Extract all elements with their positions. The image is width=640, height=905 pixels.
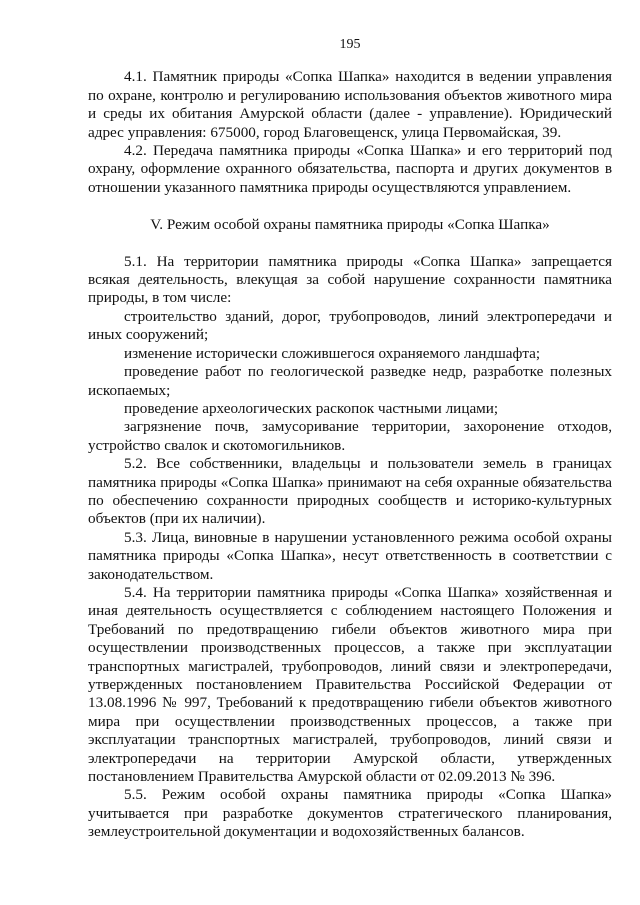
section-heading: V. Режим особой охраны памятника природы «Сопка Шапка» [150,216,550,234]
paragraph-4-1: 4.1. Памятник природы «Сопка Шапка» находится в ведении управления по охране, контролю и регулированию использования объектов животного мира и среды их обитания Амурской области (далее - управление). Юридический адрес управления: 675000, город Благовещенск, улица Первомайская, 39. [88,68,612,141]
list-item-pollution: загрязнение почв, замусоривание территории, захоронение отходов, устройство свалок и скотомогильников. [88,418,612,454]
paragraph-5-5: 5.5. Режим особой охраны памятника природы «Сопка Шапка» учитывается при разработке документов стратегического планирования, землеустроительной документации и водохозяйственных балансов. [88,786,612,841]
document-page [88,36,612,842]
list-item-landscape: изменение исторически сложившегося охраняемого ландшафта; [124,344,541,362]
paragraph-5-3: 5.3. Лица, виновные в нарушении установленного режима особой охраны памятника природы «Сопка Шапка», несут ответственность в соответствии с законодательством. [88,528,612,583]
paragraph-5-2: 5.2. Все собственники, владельцы и пользователи земель в границах памятника природы «Сопка Шапка» принимают на себя охранные обязательства по обеспечению сохранности природных сообществ и историко-культурных объектов (при их наличии). [88,455,612,528]
list-item-geology: проведение работ по геологической разведке недр, разработке полезных ископаемых; [88,363,612,399]
paragraph-5-1: 5.1. На территории памятника природы «Сопка Шапка» запрещается всякая деятельность, влекущая за собой нарушение сохранности памятника природы, в том числе: [88,252,612,307]
paragraph-5-4: 5.4. На территории памятника природы «Сопка Шапка» хозяйственная и иная деятельность осуществляется с соблюдением настоящего Положения и Требований по предотвращению гибели объектов животного мира при осуществлении производственных процессов, а также при эксплуатации транспортных магистралей, трубопроводов, линий связи и электропередачи, утвержденных постановлением Правительства Российской Федерации от 13.08.1996 № 997, Требований к предотвращению гибели объектов животного мира при осуществлении производственных процессов, а также при эксплуатации транспортных магистралей, трубопроводов, линий связи и электропередачи на территории Амурской области, утвержденных постановлением Правительства Амурской области от 02.09.2013 № 396. [88,583,612,786]
list-item-construction: строительство зданий, дорог, трубопроводов, линий электропередачи и иных сооружений; [88,307,612,344]
list-item-archaeology: проведение археологических раскопок частными лицами; [124,399,499,417]
paragraph-4-2: 4.2. Передача памятника природы «Сопка Шапка» и его территорий под охрану, оформление охранного обязательства, паспорта и других документов в отношении указанного памятника природы осуществляются управлением. [88,142,612,196]
page-number: 195 [339,37,361,52]
